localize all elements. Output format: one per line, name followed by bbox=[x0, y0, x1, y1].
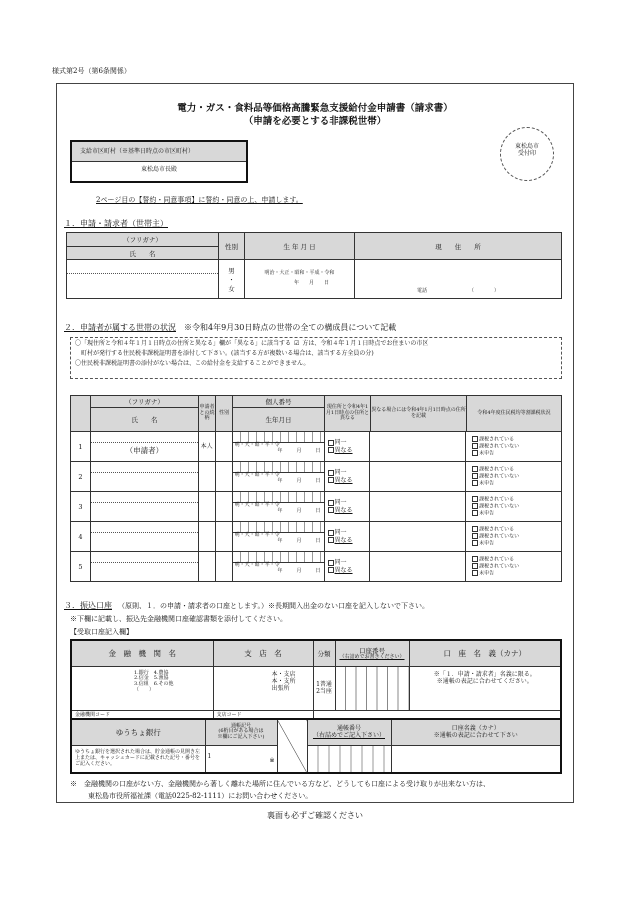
member-mynumber-birth[interactable] bbox=[232, 522, 324, 552]
category-cell[interactable] bbox=[313, 666, 335, 710]
checkbox-icon[interactable] bbox=[472, 436, 478, 442]
tax-status-cell[interactable] bbox=[466, 492, 562, 522]
holder-cell[interactable] bbox=[409, 666, 561, 710]
tax-status-cell[interactable] bbox=[466, 432, 562, 462]
tax-option[interactable] bbox=[466, 526, 561, 533]
row-number: 1 bbox=[71, 432, 91, 462]
phone-label: 電話 bbox=[416, 288, 427, 295]
member-relation[interactable]: 本人 bbox=[198, 432, 215, 462]
name-header: 氏 名 bbox=[67, 247, 219, 260]
holder-note2: ※通帳の表記に合わせてください。 bbox=[436, 677, 533, 685]
birth-ymd bbox=[233, 479, 324, 485]
tax-option-label: 未申告 bbox=[479, 480, 495, 487]
member-name[interactable]: （申請者） bbox=[125, 446, 164, 455]
checkbox-icon[interactable] bbox=[472, 526, 478, 532]
yucho-table bbox=[70, 718, 562, 774]
jan1-address-status[interactable] bbox=[324, 492, 370, 522]
differ-label: 異なる bbox=[334, 476, 353, 484]
member-furigana[interactable] bbox=[91, 552, 198, 563]
kigo-sub1: (6桁目がある場合は bbox=[218, 728, 264, 735]
member-name[interactable] bbox=[91, 563, 198, 565]
holder-header: 口 座 名 義（カナ） bbox=[409, 640, 561, 666]
tax-option[interactable] bbox=[466, 473, 561, 480]
kigo-label: 通帳記号 bbox=[230, 722, 251, 729]
jan1-address-cell[interactable] bbox=[370, 492, 466, 522]
member-relation[interactable] bbox=[198, 462, 215, 492]
tax-option-label: 課税されていない bbox=[479, 503, 520, 510]
female-option[interactable]: 女 bbox=[228, 284, 235, 293]
yucho-note-cell: ゆうちょ銀行を選択された場合は、貯金通帳の見開き左上または、キャッシュカードに記載された記号・番号をご記入ください。 bbox=[71, 745, 205, 773]
member-relation[interactable] bbox=[198, 552, 215, 582]
footer-note-2: 東松島市役所福祉課（電話0225-82-1111）にお問い合わせください。 bbox=[88, 792, 313, 800]
account-box-label: 【受取口座記入欄】 bbox=[70, 628, 133, 636]
checkbox-icon[interactable] bbox=[472, 570, 478, 576]
birth-era-options[interactable]: 明・大・昭・平・令 bbox=[234, 532, 280, 538]
yucho-holder-label: 口座名義（カナ） bbox=[451, 725, 500, 733]
section2-heading: ２．申請者が属する世帯の状況 bbox=[64, 323, 176, 332]
checkbox-icon[interactable] bbox=[328, 537, 334, 543]
birth-year-label: 年 bbox=[277, 507, 283, 514]
bank-type-option[interactable]: （ ） bbox=[134, 686, 155, 693]
jan1-header: 現住所と令和4年1月1日時点の住所と異なる bbox=[325, 396, 371, 432]
tax-option-label: 課税されていない bbox=[479, 563, 520, 570]
bango-cell[interactable] bbox=[307, 745, 391, 773]
tax-status-cell[interactable] bbox=[466, 552, 562, 582]
birth-ymd bbox=[233, 449, 324, 455]
municipality-label: 支給市区町村（※基準日時点の市区町村） bbox=[72, 142, 246, 162]
yucho-header: ゆうちょ銀行 bbox=[71, 719, 205, 745]
birth-day-label: 日 bbox=[315, 537, 321, 544]
checkbox-icon[interactable] bbox=[472, 503, 478, 509]
tax-option-label: 課税されていない bbox=[479, 443, 520, 450]
notice-line1: 〇「現住所と令和４年１月１日時点の住所と異なる」欄が「異なる」に該当する bbox=[75, 340, 292, 347]
municipality-value: 東松島市長殿 bbox=[140, 166, 177, 173]
tax-option[interactable] bbox=[466, 556, 561, 563]
yucho-holder-cell[interactable] bbox=[391, 745, 561, 773]
tax-option-label: 課税されている bbox=[479, 556, 515, 563]
bank-name-header: 金 融 機 関 名 bbox=[71, 640, 213, 666]
bank-name-cell[interactable] bbox=[71, 666, 213, 710]
member-gender[interactable] bbox=[215, 462, 232, 492]
row-number: 4 bbox=[71, 522, 91, 552]
diff-address-header: 異なる場合には令和4年1月1日時点の住所を記載 bbox=[371, 396, 467, 432]
member-name-cell[interactable] bbox=[90, 432, 198, 462]
member-gender[interactable] bbox=[215, 522, 232, 552]
checkbox-icon[interactable] bbox=[472, 556, 478, 562]
applicant-table bbox=[66, 232, 562, 299]
same-label: 同一 bbox=[334, 499, 347, 507]
branch-type-list[interactable] bbox=[272, 671, 313, 693]
kigo-first-digit: 1 bbox=[207, 753, 212, 761]
mynumber-header: 個人番号 bbox=[233, 396, 325, 408]
section2-note: ※令和4年9月30日時点の世帯の全ての構成員について記載 bbox=[184, 323, 397, 332]
kigo-header bbox=[205, 719, 277, 745]
account-no-label: 口座番号 bbox=[359, 646, 385, 655]
checkbox-icon[interactable] bbox=[328, 447, 334, 453]
bango-label: 通帳番号 bbox=[336, 725, 361, 733]
section3-heading-row bbox=[64, 600, 429, 611]
birth-era-options[interactable]: 明・大・昭・平・令 bbox=[234, 562, 280, 568]
differ-label: 異なる bbox=[334, 506, 353, 514]
checkbox-icon[interactable] bbox=[472, 450, 478, 456]
holder-note1: ※「１．申請・請求者」名義に限る。 bbox=[433, 670, 536, 678]
section3-heading-note: （原則、１．の申請・請求者の口座とします。）※長期間入出金のない口座を記入しないで下さい。 bbox=[118, 602, 429, 610]
same-label: 同一 bbox=[334, 559, 347, 567]
gender-header: 性別 bbox=[219, 233, 245, 260]
bank-account-table bbox=[70, 639, 562, 723]
birth-era-options[interactable]: 明・大・昭・平・令 bbox=[234, 472, 280, 478]
member-mynumber-birth[interactable] bbox=[232, 462, 324, 492]
same-label: 同一 bbox=[334, 439, 347, 447]
reception-stamp bbox=[500, 127, 554, 181]
branch-name-header: 支 店 名 bbox=[213, 640, 313, 666]
birth-month-label: 月 bbox=[296, 507, 302, 514]
household-rows bbox=[70, 431, 562, 582]
household-row bbox=[71, 432, 562, 462]
household-row bbox=[71, 522, 562, 552]
birth-year-label: 年 bbox=[277, 537, 283, 544]
differ-option[interactable] bbox=[325, 537, 370, 544]
birth-year-label: 年 bbox=[277, 567, 283, 574]
household-row bbox=[71, 552, 562, 582]
differ-label: 異なる bbox=[334, 536, 353, 544]
branch-code-label: 支店コード bbox=[216, 711, 242, 718]
yucho-holder-header bbox=[391, 719, 561, 745]
member-relation[interactable] bbox=[198, 492, 215, 522]
kigo-sub2: ※欄にご記入下さい) bbox=[217, 734, 265, 741]
stamp-label: 受付印 bbox=[517, 150, 536, 158]
member-furigana[interactable] bbox=[91, 462, 198, 473]
furigana-header: （フリガナ） bbox=[67, 233, 219, 247]
member-name-cell[interactable] bbox=[90, 522, 198, 552]
notice-line3: 〇住民税非課税証明書の添付がない場合は、この給付金を支給することができません。 bbox=[75, 360, 310, 368]
tax-status-header: 令和4年度住民税均等割課税状況 bbox=[467, 396, 562, 432]
hh-furigana-header: （フリガナ） bbox=[91, 396, 199, 408]
account-no-cell[interactable] bbox=[335, 666, 409, 710]
footer-note-1: ※ 金融機関の口座がない方、金融機関から著しく離れた場所に住んでいる方など、どうしても口座による受け取りが出来ない方は、 bbox=[70, 780, 490, 788]
tax-option[interactable] bbox=[466, 450, 561, 457]
member-relation[interactable] bbox=[198, 522, 215, 552]
tax-option[interactable] bbox=[466, 570, 561, 577]
tax-option[interactable] bbox=[466, 443, 561, 450]
same-option[interactable] bbox=[325, 469, 370, 476]
branch-name-cell[interactable] bbox=[213, 666, 313, 710]
section3-note: ※下欄に記載し、振込先金融機関口座確認書類を添付してください。 bbox=[70, 615, 287, 623]
household-row bbox=[71, 492, 562, 522]
address-cell[interactable] bbox=[355, 260, 562, 299]
tax-option-label: 課税されていない bbox=[479, 533, 520, 540]
bango-header bbox=[307, 719, 391, 745]
differ-label: 異なる bbox=[334, 446, 353, 454]
birth-year-label: 年 bbox=[277, 447, 283, 454]
member-gender[interactable] bbox=[215, 432, 232, 462]
checkbox-icon[interactable] bbox=[328, 567, 334, 573]
checkbox-icon[interactable] bbox=[472, 466, 478, 472]
same-option[interactable] bbox=[325, 559, 370, 566]
tax-option-label: 課税されている bbox=[479, 436, 515, 443]
relation-header: 申請者との続柄 bbox=[199, 396, 216, 432]
checkbox-icon[interactable] bbox=[472, 533, 478, 539]
no-header bbox=[71, 396, 91, 432]
checkbox-icon[interactable] bbox=[328, 500, 334, 506]
checkbox-icon[interactable] bbox=[328, 507, 334, 513]
bank-type-option[interactable]: 2.信金 5.漁協 bbox=[134, 675, 169, 682]
section1-heading: １．申請・請求者（世帯主） bbox=[64, 219, 168, 228]
category-header: 分類 bbox=[313, 640, 335, 666]
account-no-sub: （右詰めでお書きください） bbox=[339, 653, 405, 660]
tax-option[interactable] bbox=[466, 533, 561, 540]
branch-type-option[interactable]: 本・支店 bbox=[271, 670, 296, 678]
gender-cell[interactable] bbox=[219, 260, 245, 299]
account-no-header bbox=[335, 640, 409, 666]
account-type-option[interactable]: 1普通 bbox=[316, 680, 332, 688]
member-name[interactable] bbox=[91, 503, 198, 505]
tax-option[interactable] bbox=[466, 563, 561, 570]
tax-status-cell[interactable] bbox=[466, 462, 562, 492]
birth-day-label: 日 bbox=[315, 567, 321, 574]
member-gender[interactable] bbox=[215, 492, 232, 522]
differ-option[interactable] bbox=[325, 507, 370, 514]
address-header: 現 住 所 bbox=[355, 233, 562, 260]
member-furigana[interactable] bbox=[91, 492, 198, 503]
member-name-cell[interactable] bbox=[90, 492, 198, 522]
checkbox-icon[interactable] bbox=[472, 563, 478, 569]
birth-day-label: 日 bbox=[315, 477, 321, 484]
tax-option-label: 未申告 bbox=[479, 510, 495, 517]
kigo-mark: ※ bbox=[269, 757, 275, 765]
tax-option[interactable] bbox=[466, 436, 561, 443]
household-body bbox=[70, 431, 562, 582]
hh-gender-header: 性別 bbox=[216, 396, 233, 432]
same-option[interactable] bbox=[325, 529, 370, 536]
birthdate-header: 生 年 月 日 bbox=[245, 233, 355, 260]
checkbox-icon[interactable] bbox=[472, 480, 478, 486]
tax-status-cell[interactable] bbox=[466, 522, 562, 552]
tax-option-label: 未申告 bbox=[479, 450, 495, 457]
row-number: 2 bbox=[71, 462, 91, 492]
checkbox-icon[interactable] bbox=[472, 510, 478, 516]
tax-option-label: 課税されている bbox=[479, 496, 515, 503]
era-options[interactable]: 明治・大正・昭和・平成・令和 bbox=[264, 270, 335, 277]
birthdate-cell[interactable] bbox=[245, 260, 355, 299]
member-furigana[interactable] bbox=[91, 432, 198, 443]
pledge-text: 2ページ目の【誓約・同意事項】に誓約・同意の上、申請します。 bbox=[96, 196, 303, 204]
tax-option-label: 課税されていない bbox=[479, 473, 520, 480]
member-name-cell[interactable] bbox=[90, 462, 198, 492]
jan1-address-cell[interactable] bbox=[370, 552, 466, 582]
checkbox-icon[interactable] bbox=[328, 477, 334, 483]
birth-month-label: 月 bbox=[296, 477, 302, 484]
differ-label: 異なる bbox=[334, 566, 353, 574]
tax-option-label: 課税されている bbox=[479, 466, 515, 473]
form-subtitle: （申請を必要とする非課税世帯） bbox=[243, 116, 387, 127]
form-number: 様式第2号（第6条関係） bbox=[52, 67, 131, 75]
yucho-holder-note: ※通帳の表記に合わせて下さい bbox=[433, 732, 518, 740]
birth-month-label: 月 bbox=[296, 537, 302, 544]
member-gender[interactable] bbox=[215, 552, 232, 582]
stamp-city: 東松島市 bbox=[514, 143, 539, 150]
same-label: 同一 bbox=[334, 529, 347, 537]
member-furigana[interactable] bbox=[91, 522, 198, 533]
birthdate-ymd: 年 月 日 bbox=[293, 280, 329, 286]
tax-option-label: 未申告 bbox=[479, 570, 495, 577]
differ-option[interactable] bbox=[325, 567, 370, 574]
birth-day-label: 日 bbox=[315, 447, 321, 454]
bank-code-label: 金融機関コード bbox=[75, 711, 111, 718]
form-title: 電力・ガス・食料品等価格高騰緊急支援給付金申請書（請求書） bbox=[177, 103, 453, 114]
jan1-address-status[interactable] bbox=[324, 432, 370, 462]
birth-ymd bbox=[233, 539, 324, 545]
tax-option[interactable] bbox=[466, 510, 561, 517]
checkbox-icon[interactable] bbox=[328, 440, 334, 446]
jan1-address-status[interactable] bbox=[324, 522, 370, 552]
account-type-option[interactable]: 2当座 bbox=[316, 688, 332, 695]
checkbox-icon[interactable] bbox=[472, 443, 478, 449]
birth-year-label: 年 bbox=[277, 477, 283, 484]
bank-type-list[interactable] bbox=[134, 671, 213, 694]
tax-option[interactable] bbox=[466, 540, 561, 547]
row-number: 3 bbox=[71, 492, 91, 522]
jan1-address-cell[interactable] bbox=[370, 522, 466, 552]
tax-option-label: 未申告 bbox=[479, 540, 495, 547]
notice-line2: 町村が発行する住民税非課税証明書を添付して下さい。(該当する方が複数いる場合は、該当する方全員の分) bbox=[81, 350, 374, 358]
household-table bbox=[70, 395, 562, 432]
differ-option[interactable] bbox=[325, 447, 370, 454]
kigo-cell[interactable] bbox=[205, 745, 277, 773]
tax-option[interactable] bbox=[466, 503, 561, 510]
checked-box-icon: ☑ bbox=[294, 340, 300, 347]
member-name[interactable] bbox=[91, 473, 198, 475]
section2-heading-row bbox=[64, 322, 396, 333]
tax-option[interactable] bbox=[466, 480, 561, 487]
same-option[interactable] bbox=[325, 499, 370, 506]
household-row bbox=[71, 462, 562, 492]
tax-option-label: 課税されている bbox=[479, 526, 515, 533]
bank-type-option[interactable]: 3.信組 6.その他 bbox=[134, 681, 174, 687]
male-option[interactable]: 男 bbox=[228, 266, 235, 275]
birth-era-options[interactable]: 明・大・昭・平・令 bbox=[234, 442, 280, 448]
branch-type-option[interactable]: 本・支所 bbox=[271, 677, 296, 685]
birth-month-label: 月 bbox=[296, 567, 302, 574]
jan1-address-cell[interactable] bbox=[370, 432, 466, 462]
tax-option[interactable] bbox=[466, 496, 561, 503]
section2-notice-box bbox=[70, 337, 562, 379]
checkbox-icon[interactable] bbox=[328, 470, 334, 476]
differ-option[interactable] bbox=[325, 477, 370, 484]
branch-type-option[interactable]: 出張所 bbox=[271, 684, 290, 692]
checkbox-icon[interactable] bbox=[472, 473, 478, 479]
municipality-box bbox=[70, 140, 248, 183]
phone-area-code[interactable]: （ ） bbox=[469, 288, 500, 295]
same-option[interactable] bbox=[325, 439, 370, 446]
member-name-cell[interactable] bbox=[90, 552, 198, 582]
birth-ymd bbox=[233, 569, 324, 575]
name-cell[interactable] bbox=[67, 260, 219, 299]
birth-ymd bbox=[233, 509, 324, 515]
jan1-address-status[interactable] bbox=[324, 462, 370, 492]
member-name[interactable] bbox=[91, 533, 198, 535]
row-number: 5 bbox=[71, 552, 91, 582]
same-label: 同一 bbox=[334, 469, 347, 477]
checkbox-icon[interactable] bbox=[328, 530, 334, 536]
jan1-address-cell[interactable] bbox=[370, 462, 466, 492]
jan1-address-status[interactable] bbox=[324, 552, 370, 582]
hh-name-header: 氏 名 bbox=[91, 408, 199, 432]
checkbox-icon[interactable] bbox=[472, 540, 478, 546]
gender-separator: ・ bbox=[228, 275, 235, 284]
birth-month-label: 月 bbox=[296, 447, 302, 454]
back-side-note: 裏面も必ずご確認ください bbox=[267, 811, 363, 820]
member-mynumber-birth[interactable] bbox=[232, 492, 324, 522]
birth-day-label: 日 bbox=[315, 507, 321, 514]
account-type-list[interactable] bbox=[314, 681, 335, 695]
member-mynumber-birth[interactable] bbox=[232, 552, 324, 582]
member-mynumber-birth[interactable] bbox=[232, 432, 324, 462]
bank-type-option[interactable]: 1.銀行 4.農協 bbox=[134, 669, 169, 676]
section3-heading: ３．振込口座 bbox=[64, 601, 112, 610]
diagonal-cell bbox=[277, 719, 307, 773]
checkbox-icon[interactable] bbox=[472, 496, 478, 502]
tax-option[interactable] bbox=[466, 466, 561, 473]
checkbox-icon[interactable] bbox=[328, 560, 334, 566]
hh-birth-header: 生年月日 bbox=[233, 408, 325, 432]
birth-era-options[interactable]: 明・大・昭・平・令 bbox=[234, 502, 280, 508]
notice-line1b: 方は、令和４年１月１日時点でお住まいの市区 bbox=[302, 340, 429, 347]
bango-sub: （右詰めでご記入下さい） bbox=[312, 732, 385, 740]
